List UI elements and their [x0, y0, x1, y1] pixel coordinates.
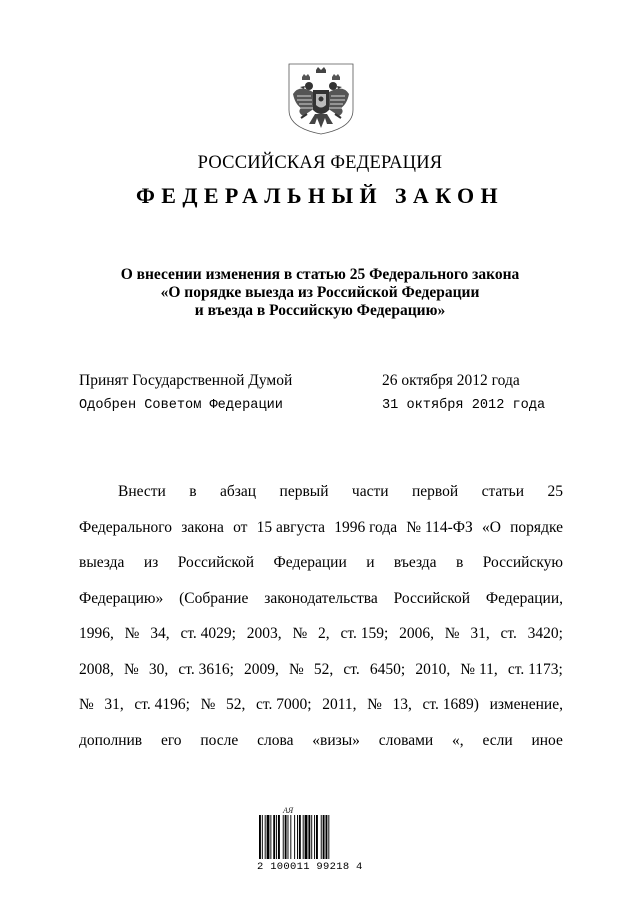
body-line	[79, 545, 563, 581]
body-word: от	[233, 518, 248, 536]
law-title-line: О внесении изменения в статью 25 Федерального закона	[120, 266, 520, 283]
barcode-bar	[323, 815, 325, 859]
body-word: №	[292, 625, 308, 642]
barcode-bar	[311, 815, 312, 859]
body-word: если	[482, 731, 513, 749]
body-word: 1996 года	[334, 518, 398, 536]
duma-adoption-label: Принят Государственной Думой	[79, 372, 293, 389]
body-word: 2003,	[246, 625, 282, 642]
law-title-line: и въезда в Российскую Федерацию»	[194, 302, 446, 319]
body-word: 30,	[148, 660, 169, 678]
body-line	[79, 474, 563, 510]
barcode-bar	[314, 815, 315, 859]
barcode-bar	[259, 815, 261, 859]
body-word: ст. 4196;	[134, 696, 190, 713]
body-word: ст.	[343, 660, 360, 678]
body-word: №	[124, 625, 140, 642]
body-word: №	[289, 660, 304, 678]
body-word: 52,	[313, 660, 334, 678]
body-word: №	[444, 625, 460, 642]
barcode-bar	[305, 815, 308, 859]
body-word: ст. 4029;	[180, 625, 236, 642]
body-word: его	[160, 731, 182, 749]
body-word: №	[367, 696, 382, 713]
body-word: 1996,	[79, 625, 114, 642]
body-word: первый	[279, 483, 329, 500]
body-word: Федерацию»	[79, 589, 164, 607]
barcode-bar	[283, 815, 284, 859]
body-word: статьи	[481, 483, 525, 500]
barcode-bar	[262, 815, 263, 859]
body-word: 2010,	[415, 660, 451, 678]
body-word: 52,	[226, 696, 246, 713]
body-word: Федерального	[79, 518, 173, 536]
body-line	[79, 616, 563, 652]
body-word: ст. 1173;	[507, 660, 563, 678]
body-word: 31,	[104, 696, 124, 713]
body-word: №	[123, 660, 139, 678]
coat-of-arms-emblem	[287, 62, 355, 136]
body-word: 3420;	[527, 625, 563, 642]
barcode-bar	[328, 815, 329, 859]
barcode-bar	[290, 815, 291, 859]
body-word: словами	[378, 731, 434, 749]
body-word: ст.	[500, 625, 517, 642]
body-word: №	[200, 696, 216, 713]
law-body-text	[79, 474, 563, 758]
body-line	[79, 687, 563, 723]
barcode-bar	[265, 815, 266, 859]
body-line	[79, 652, 563, 688]
body-word: «,	[452, 731, 464, 749]
barcode-bar	[316, 815, 318, 859]
body-word: «О	[482, 518, 501, 536]
body-word: (Собрание	[179, 589, 249, 607]
law-title-line: «О порядке выезда из Российской Федерации	[160, 284, 480, 301]
body-word: 13,	[392, 696, 412, 713]
council-approval-label: Одобрен Советом Федерации	[79, 398, 283, 413]
body-word: № 114-ФЗ	[406, 518, 473, 536]
body-word: ст. 1689)	[422, 696, 479, 713]
body-word: 2011,	[322, 696, 357, 713]
body-word: 2006,	[399, 625, 434, 642]
body-word: абзац	[220, 483, 257, 500]
body-word: 15 августа	[256, 518, 325, 536]
barcode-bar	[321, 815, 322, 859]
body-line	[79, 510, 563, 546]
body-word: в	[455, 554, 464, 571]
body-word: из	[143, 554, 159, 571]
body-word: Федерации,	[485, 589, 563, 607]
barcode-bar	[270, 815, 271, 859]
body-word: Российской	[177, 554, 255, 571]
body-word: въезда	[393, 554, 437, 571]
body-word: Федерации	[273, 554, 347, 571]
country-name: РОССИЙСКАЯ ФЕДЕРАЦИЯ	[197, 153, 443, 173]
body-line	[79, 723, 563, 759]
body-word: 2008,	[79, 660, 114, 678]
body-line	[79, 581, 563, 617]
body-word: Российской	[393, 589, 471, 607]
body-word: ст. 7000;	[256, 696, 312, 713]
double-headed-eagle-icon	[287, 62, 355, 136]
barcode-number: 2 100011 99218 4	[257, 861, 363, 873]
body-word: 6450;	[369, 660, 406, 678]
body-word: слова	[257, 731, 294, 749]
body-word: иное	[531, 731, 563, 749]
body-word: «визы»	[312, 731, 360, 749]
barcode-bar	[326, 815, 328, 859]
duma-adoption-date: 26 октября 2012 года	[382, 372, 520, 389]
body-word: закона	[181, 518, 224, 536]
body-word: первой	[411, 483, 459, 500]
body-word: в	[189, 483, 197, 500]
barcode-bar	[299, 815, 301, 859]
barcode-bar	[303, 815, 304, 859]
body-word: выезда	[79, 554, 125, 571]
barcode-mark: АЯ	[283, 806, 294, 815]
barcode-bar	[297, 815, 298, 859]
body-word: 31,	[470, 625, 490, 642]
body-word: № 11,	[460, 660, 498, 678]
body-word: дополнив	[79, 731, 143, 749]
body-word: ст. 3616;	[178, 660, 234, 678]
body-word: Российскую	[482, 554, 563, 571]
body-word: 25	[547, 483, 563, 500]
body-word: части	[351, 483, 389, 500]
body-word: законодательства	[264, 589, 378, 607]
body-word: и	[366, 554, 375, 571]
body-word: после	[200, 731, 239, 749]
barcode-bar	[285, 815, 287, 859]
barcode-bar	[276, 815, 277, 859]
body-word: 34,	[150, 625, 170, 642]
barcode	[257, 806, 367, 874]
barcode-bar	[308, 815, 310, 859]
barcode-bar	[273, 815, 275, 859]
barcode-bar	[294, 815, 295, 859]
body-word: порядке	[510, 518, 563, 536]
barcode-bars	[257, 815, 367, 861]
law-title	[0, 266, 640, 320]
body-word: 2,	[318, 625, 330, 642]
body-word: 2009,	[244, 660, 279, 678]
barcode-bar	[267, 815, 270, 859]
document-type: ФЕДЕРАЛЬНЫЙ ЗАКОН	[135, 183, 505, 208]
council-approval-date: 31 октября 2012 года	[382, 398, 546, 413]
barcode-bar	[288, 815, 289, 859]
barcode-bar	[278, 815, 280, 859]
body-word: изменение,	[489, 696, 563, 713]
body-word: №	[79, 696, 94, 713]
body-word: Внести	[118, 483, 166, 500]
body-word: ст. 159;	[340, 625, 389, 642]
